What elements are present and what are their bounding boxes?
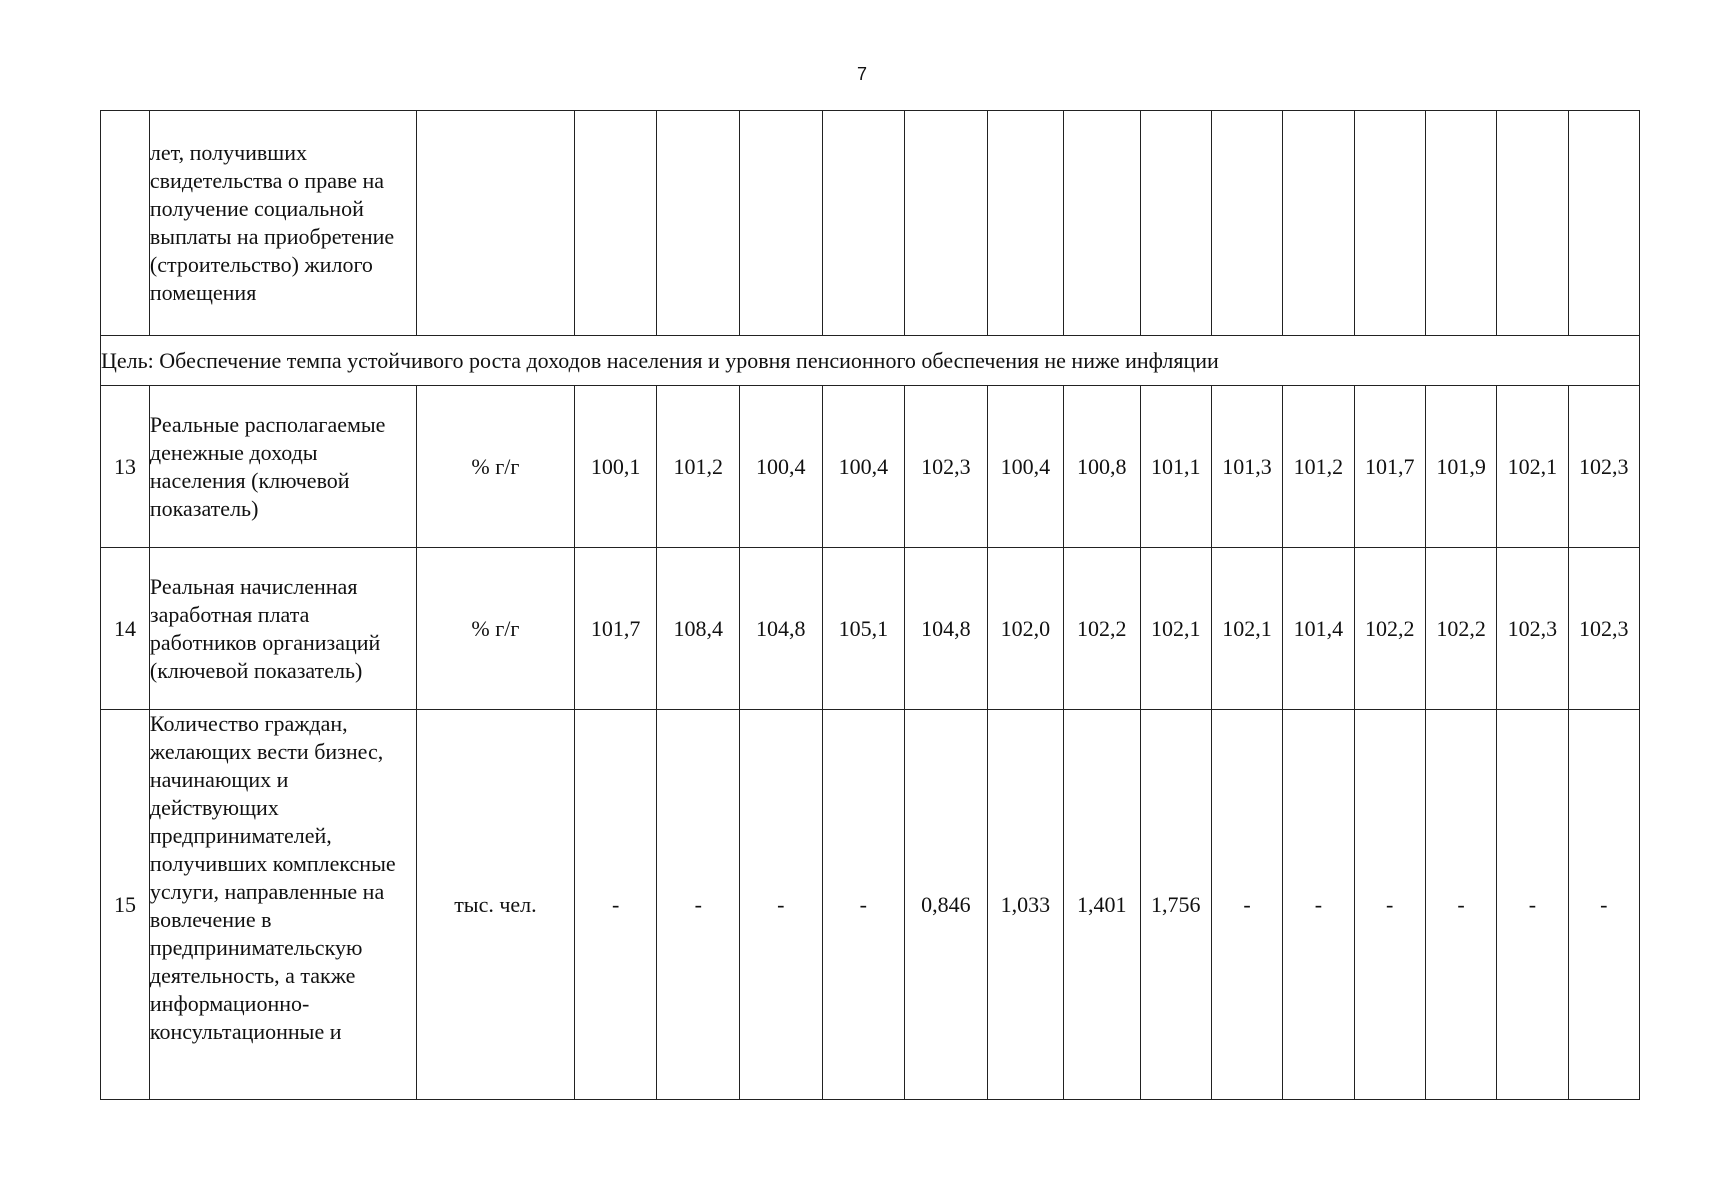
value-cell: 101,1 xyxy=(1140,386,1211,548)
value-cell: 100,4 xyxy=(987,386,1063,548)
value-cell: 101,9 xyxy=(1425,386,1496,548)
value-cell: 102,1 xyxy=(1497,386,1568,548)
value-cell: - xyxy=(1211,710,1282,1100)
unit-cell: % г/г xyxy=(416,386,574,548)
value-cell xyxy=(1140,111,1211,336)
value-cell: 102,2 xyxy=(1064,548,1140,710)
value-cell xyxy=(1425,111,1496,336)
value-cell: - xyxy=(822,710,905,1100)
value-cell: 105,1 xyxy=(822,548,905,710)
indicator-name-cell: лет, получивших свидетельства о праве на получение социальной выплаты на приобретение (строительство) жилого помещения xyxy=(149,111,416,336)
table-row-goal xyxy=(101,336,1640,386)
value-cell xyxy=(987,111,1063,336)
value-cell: 102,0 xyxy=(987,548,1063,710)
value-cell xyxy=(574,111,657,336)
value-cell: - xyxy=(1283,710,1354,1100)
unit-cell: тыс. чел. xyxy=(416,710,574,1100)
value-cell: 101,2 xyxy=(657,386,740,548)
value-cell: - xyxy=(1425,710,1496,1100)
value-cell: 101,7 xyxy=(574,548,657,710)
value-cell: 0,846 xyxy=(905,710,988,1100)
value-cell: 101,2 xyxy=(1283,386,1354,548)
value-cell: 108,4 xyxy=(657,548,740,710)
value-cell: 102,2 xyxy=(1354,548,1425,710)
value-cell: 102,1 xyxy=(1211,548,1282,710)
value-cell: - xyxy=(1354,710,1425,1100)
value-cell: 1,756 xyxy=(1140,710,1211,1100)
value-cell: 102,1 xyxy=(1140,548,1211,710)
value-cell: 1,401 xyxy=(1064,710,1140,1100)
unit-cell xyxy=(416,111,574,336)
value-cell: 101,7 xyxy=(1354,386,1425,548)
value-cell: 104,8 xyxy=(740,548,823,710)
page-number: 7 xyxy=(856,64,867,84)
row-number-cell: 13 xyxy=(101,386,150,548)
value-cell: 100,8 xyxy=(1064,386,1140,548)
value-cell xyxy=(1211,111,1282,336)
table-row-continuation xyxy=(101,111,1640,336)
row-number-cell: 14 xyxy=(101,548,150,710)
indicators-table xyxy=(100,110,1640,1100)
value-cell: - xyxy=(1568,710,1639,1100)
indicator-name-cell: Реальная начисленная заработная плата работников организаций (ключевой показатель) xyxy=(149,548,416,710)
value-cell: 101,3 xyxy=(1211,386,1282,548)
table-row-15 xyxy=(101,710,1640,1100)
value-cell xyxy=(1064,111,1140,336)
value-cell: - xyxy=(657,710,740,1100)
value-cell xyxy=(905,111,988,336)
value-cell xyxy=(740,111,823,336)
goal-text: Цель: Обеспечение темпа устойчивого роста доходов населения и уровня пенсионного обеспечения не ниже инфляции xyxy=(101,336,1640,386)
value-cell: 104,8 xyxy=(905,548,988,710)
value-cell: 1,033 xyxy=(987,710,1063,1100)
value-cell: - xyxy=(740,710,823,1100)
value-cell: 102,3 xyxy=(1497,548,1568,710)
value-cell xyxy=(1497,111,1568,336)
row-number-cell xyxy=(101,111,150,336)
unit-cell: % г/г xyxy=(416,548,574,710)
value-cell: 101,4 xyxy=(1283,548,1354,710)
value-cell: - xyxy=(574,710,657,1100)
table-row-13 xyxy=(101,386,1640,548)
indicator-name-cell: Количество граждан, желающих вести бизнес, начинающих и действующих предпринимателей, получивших комплексные услуги, направленные на вовлечение в предпринимательскую деятельность, а также информационно-консультационные и xyxy=(149,710,416,1100)
row-number-cell: 15 xyxy=(101,710,150,1100)
value-cell: 102,2 xyxy=(1425,548,1496,710)
value-cell: 100,4 xyxy=(740,386,823,548)
value-cell xyxy=(1354,111,1425,336)
indicator-name-cell: Реальные располагаемые денежные доходы населения (ключевой показатель) xyxy=(149,386,416,548)
value-cell xyxy=(1283,111,1354,336)
value-cell: 100,4 xyxy=(822,386,905,548)
value-cell xyxy=(822,111,905,336)
value-cell: 102,3 xyxy=(1568,548,1639,710)
value-cell xyxy=(657,111,740,336)
table-row-14 xyxy=(101,548,1640,710)
value-cell: 100,1 xyxy=(574,386,657,548)
value-cell: 102,3 xyxy=(905,386,988,548)
value-cell: - xyxy=(1497,710,1568,1100)
value-cell: 102,3 xyxy=(1568,386,1639,548)
value-cell xyxy=(1568,111,1639,336)
